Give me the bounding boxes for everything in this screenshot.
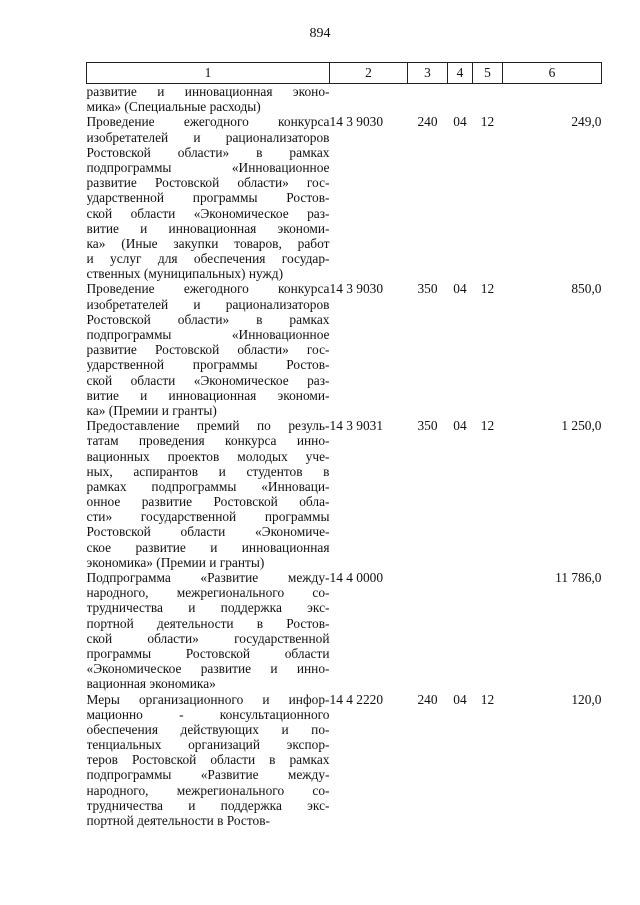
- table-header-row: [87, 63, 602, 84]
- description-line: обеспечения действующих и по-: [86, 721, 330, 737]
- description-line: «Экономическое развитие и инно-: [86, 661, 330, 677]
- expense-type: 350: [417, 418, 438, 434]
- description-line: витие и инновационная экономи-: [86, 220, 330, 236]
- description-line: Проведение ежегодного конкурса: [86, 114, 330, 130]
- table-body: [87, 84, 602, 829]
- description-line: ударственной программы Ростов-: [86, 190, 330, 206]
- amount: 1 250,0: [561, 418, 602, 434]
- description-line: теров Ростовской области в рамках: [86, 752, 330, 768]
- section-code: 04: [453, 691, 467, 707]
- description-line: портной деятельности в Ростов-: [86, 813, 271, 828]
- amount: [503, 84, 602, 115]
- description-line: трудничества и поддержка экс-: [86, 600, 330, 616]
- section-code: 04: [453, 281, 467, 297]
- description-line: ка» (Иные закупки товаров, работ: [86, 235, 330, 251]
- description-line: Меры организационного и инфор-: [86, 691, 330, 707]
- description-line: Ростовской области «Экономиче-: [86, 524, 330, 540]
- table-row: [87, 692, 602, 829]
- description-line: ственных (муниципальных) нужд): [86, 266, 284, 282]
- description-line: изобретателей и рационализаторов: [86, 296, 330, 312]
- target-code: 14 4 0000: [329, 570, 384, 585]
- description-line: Проведение ежегодного конкурса: [86, 281, 330, 297]
- description-line: мационно - консультационного: [86, 706, 330, 722]
- table-row: [87, 570, 602, 692]
- description-line: татам проведения конкурса инно-: [86, 433, 330, 449]
- target-code: 14 4 2220: [329, 691, 384, 707]
- column-header-4: 4: [448, 63, 473, 84]
- amount: 249,0: [571, 114, 602, 130]
- target-code: 14 3 9030: [329, 281, 384, 297]
- description-line: ударственной программы Ростов-: [86, 357, 330, 373]
- section-code: [448, 570, 473, 692]
- amount: 11 786,0: [555, 570, 602, 585]
- subsection-code: 12: [480, 281, 495, 297]
- row-description: [87, 114, 330, 281]
- description-line: развитие Ростовской области» гос-: [86, 175, 330, 191]
- description-line: подпрограммы «Инновационное: [86, 159, 330, 175]
- description-line: подпрограммы «Инновационное: [86, 327, 330, 342]
- description-line: ское развитие и инновационная: [86, 539, 330, 555]
- description-line: вационная экономика»: [86, 676, 216, 692]
- expense-type: 350: [417, 281, 438, 297]
- column-header-2: 2: [330, 63, 408, 84]
- table-row: [87, 84, 602, 115]
- subsection-code: 12: [480, 691, 495, 707]
- description-line: развитие и инновационная эконо-: [86, 84, 330, 99]
- target-code: 14 3 9030: [329, 114, 384, 130]
- page-number: 894: [309, 26, 331, 41]
- section-code: [448, 84, 473, 115]
- description-line: ка» (Премии и гранты): [86, 402, 217, 418]
- row-description: [87, 692, 330, 829]
- description-line: ской области «Экономическое раз-: [86, 372, 330, 388]
- description-line: вационных проектов молодых уче-: [86, 448, 330, 464]
- row-description: [87, 418, 330, 570]
- description-line: экономика» (Премии и гранты): [86, 554, 265, 570]
- description-line: витие и инновационная экономи-: [86, 387, 330, 403]
- description-line: портной деятельности в Ростов-: [86, 615, 330, 631]
- section-code: 04: [453, 418, 467, 434]
- description-line: народного, межрегионального со-: [86, 782, 330, 798]
- column-header-5: 5: [473, 63, 503, 84]
- description-line: трудничества и поддержка экс-: [86, 797, 330, 813]
- budget-table: [86, 62, 602, 828]
- description-line: ской области» государственной: [86, 630, 330, 646]
- amount: 850,0: [571, 281, 602, 297]
- description-line: программы Ростовской области: [86, 645, 330, 661]
- description-line: изобретателей и рационализаторов: [86, 129, 330, 145]
- table-row: [87, 281, 602, 418]
- column-header-6: 6: [503, 63, 602, 84]
- description-line: народного, межрегионального со-: [86, 585, 330, 601]
- expense-type: [408, 570, 448, 692]
- expense-type: 240: [417, 114, 438, 130]
- description-line: мика» (Специальные расходы): [86, 99, 261, 115]
- description-line: подпрограммы «Развитие между-: [86, 767, 330, 783]
- description-line: развитие Ростовской области» гос-: [86, 342, 330, 358]
- description-line: тенциальных организаций экспор-: [86, 737, 330, 753]
- description-line: рамках подпрограммы «Инноваци-: [86, 478, 330, 494]
- subsection-code: [473, 570, 503, 692]
- description-line: онное развитие Ростовской обла-: [86, 494, 330, 510]
- amount: 120,0: [571, 691, 602, 707]
- description-line: Подпрограмма «Развитие между-: [86, 570, 330, 585]
- subsection-code: 12: [480, 418, 495, 434]
- target-code: 14 3 9031: [329, 418, 384, 434]
- row-description: [87, 84, 330, 115]
- description-line: ных, аспирантов и студентов в: [86, 463, 330, 479]
- column-header-1: 1: [87, 63, 330, 84]
- table-row: [87, 418, 602, 570]
- column-header-3: 3: [408, 63, 448, 84]
- subsection-code: 12: [480, 114, 495, 130]
- subsection-code: [473, 84, 503, 115]
- description-line: сти» государственной программы: [86, 509, 330, 525]
- target-code: [330, 84, 408, 115]
- description-line: Предоставление премий по резуль-: [86, 418, 330, 434]
- section-code: 04: [453, 114, 467, 130]
- description-line: ской области «Экономическое раз-: [86, 205, 330, 221]
- expense-type: [408, 84, 448, 115]
- table-row: [87, 114, 602, 281]
- row-description: [87, 281, 330, 418]
- description-line: Ростовской области» в рамках: [86, 311, 330, 327]
- row-description: [87, 570, 330, 692]
- description-line: Ростовской области» в рамках: [86, 144, 330, 160]
- expense-type: 240: [417, 691, 438, 707]
- description-line: и услуг для обеспечения государ-: [86, 251, 330, 267]
